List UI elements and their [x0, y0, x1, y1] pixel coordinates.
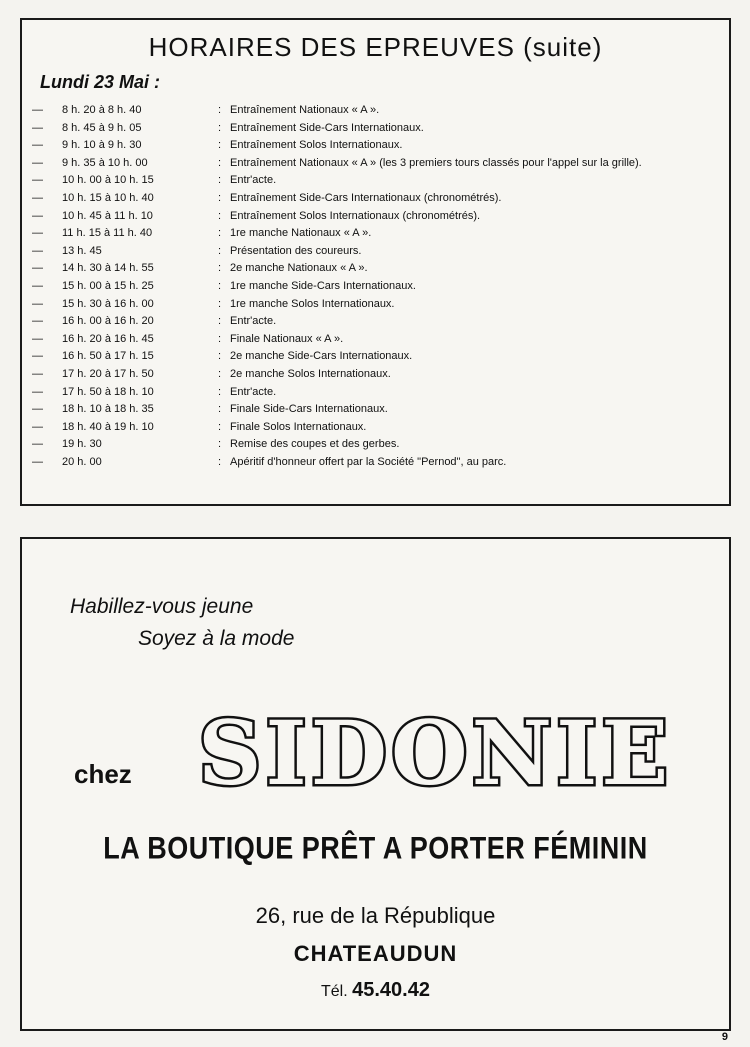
- schedule-row: [32, 386, 722, 404]
- row-description: 2e manche Side-Cars Internationaux.: [230, 350, 413, 363]
- row-description: Remise des coupes et des gerbes.: [230, 438, 400, 451]
- row-time: 9 h. 35 à 10 h. 00: [62, 156, 148, 169]
- schedule-row: [32, 280, 722, 298]
- row-colon: :: [218, 121, 222, 134]
- schedule-day: Lundi 23 Mai :: [40, 72, 161, 92]
- row-description: Entraînement Solos Internationaux (chronométrés).: [230, 209, 481, 222]
- row-time: 10 h. 45 à 11 h. 10: [62, 209, 153, 222]
- row-time: 20 h. 00: [62, 455, 102, 468]
- row-colon: :: [218, 332, 222, 345]
- row-dash: —: [32, 139, 43, 152]
- advertisement: [20, 537, 731, 1031]
- ad-city: CHATEAUDUN: [293, 941, 458, 966]
- row-colon: :: [218, 156, 222, 169]
- row-dash: —: [32, 385, 43, 398]
- row-dash: —: [32, 174, 43, 187]
- row-colon: :: [218, 367, 222, 380]
- row-colon: :: [218, 227, 222, 240]
- ad-phone-number: 45.40.42: [352, 979, 430, 1001]
- row-dash: —: [32, 332, 43, 345]
- ad-brand-name: SIDONIE: [198, 701, 673, 805]
- row-dash: —: [32, 121, 43, 134]
- schedule-row: [32, 456, 722, 474]
- row-colon: :: [218, 438, 222, 451]
- schedule-row: [32, 210, 722, 228]
- row-description: Finale Side-Cars Internationaux.: [230, 403, 388, 416]
- row-dash: —: [32, 227, 43, 240]
- row-time: 13 h. 45: [62, 244, 102, 257]
- schedule-row: [32, 192, 722, 210]
- row-time: 15 h. 30 à 16 h. 00: [62, 297, 154, 310]
- row-dash: —: [32, 191, 43, 204]
- row-description: Entraînement Side-Cars Internationaux.: [230, 121, 424, 134]
- row-colon: :: [218, 403, 222, 416]
- row-description: 1re manche Side-Cars Internationaux.: [230, 279, 416, 292]
- ad-slogan-line-2: Soyez à la mode: [138, 627, 295, 650]
- row-time: 19 h. 30: [62, 438, 102, 451]
- row-time: 16 h. 50 à 17 h. 15: [62, 350, 154, 363]
- row-description: Finale Nationaux « A ».: [230, 332, 344, 345]
- row-dash: —: [32, 315, 43, 328]
- row-time: 10 h. 15 à 10 h. 40: [62, 191, 154, 204]
- row-description: Entr'acte.: [230, 174, 277, 187]
- row-time: 17 h. 50 à 18 h. 10: [62, 385, 154, 398]
- schedule-row: [32, 174, 722, 192]
- row-description: Entraînement Nationaux « A ».: [230, 104, 380, 116]
- row-colon: :: [218, 279, 222, 292]
- row-dash: —: [32, 209, 43, 222]
- row-dash: —: [32, 367, 43, 380]
- row-dash: —: [32, 104, 43, 116]
- row-colon: :: [218, 315, 222, 328]
- schedule-row: [32, 139, 722, 157]
- row-description: 1re manche Solos Internationaux.: [230, 297, 395, 310]
- row-dash: —: [32, 244, 43, 257]
- row-description: Entraînement Solos Internationaux.: [230, 139, 403, 152]
- row-time: 17 h. 20 à 17 h. 50: [62, 367, 154, 380]
- row-description: Entr'acte.: [230, 315, 277, 328]
- ad-chez: chez: [74, 759, 132, 789]
- page-number: 9: [721, 1031, 728, 1043]
- ad-address: 26, rue de la République: [255, 903, 496, 928]
- row-description: Entraînement Nationaux « A » (les 3 premiers tours classés pour l'appel sur la grille).: [230, 156, 642, 169]
- row-time: 14 h. 30 à 14 h. 55: [62, 262, 154, 275]
- row-time: 9 h. 10 à 9 h. 30: [62, 139, 142, 152]
- row-colon: :: [218, 455, 222, 468]
- row-dash: —: [32, 297, 43, 310]
- ad-tagline: LA BOUTIQUE PRÊT A PORTER FÉMININ: [103, 830, 648, 866]
- row-colon: :: [218, 350, 222, 363]
- row-dash: —: [32, 262, 43, 275]
- schedule-row: [32, 262, 722, 280]
- row-colon: :: [218, 139, 222, 152]
- schedule-row: [32, 315, 722, 333]
- schedule-box: [20, 18, 731, 506]
- schedule-row: [32, 227, 722, 245]
- row-colon: :: [218, 262, 222, 275]
- row-description: Entr'acte.: [230, 385, 277, 398]
- row-description: Présentation des coureurs.: [230, 244, 362, 257]
- row-colon: :: [218, 297, 222, 310]
- row-time: 10 h. 00 à 10 h. 15: [62, 174, 154, 187]
- row-colon: :: [218, 174, 222, 187]
- row-colon: :: [218, 420, 222, 433]
- row-dash: —: [32, 455, 43, 468]
- row-description: 2e manche Solos Internationaux.: [230, 367, 391, 380]
- row-description: Apéritif d'honneur offert par la Société "Pernod", au parc.: [230, 455, 507, 468]
- schedule-row: [32, 333, 722, 351]
- schedule-row: [32, 157, 722, 175]
- schedule-row: [32, 438, 722, 456]
- row-time: 18 h. 10 à 18 h. 35: [62, 403, 154, 416]
- schedule-row: [32, 368, 722, 386]
- row-colon: :: [218, 209, 222, 222]
- ad-slogan-line-1: Habillez-vous jeune: [70, 595, 254, 618]
- row-description: 1re manche Nationaux « A ».: [230, 227, 372, 240]
- schedule-row: [32, 350, 722, 368]
- schedule-row: [32, 298, 722, 316]
- row-dash: —: [32, 156, 43, 169]
- schedule-row: [32, 403, 722, 421]
- row-colon: :: [218, 191, 222, 204]
- schedule-row: [32, 245, 722, 263]
- row-dash: —: [32, 438, 43, 451]
- row-dash: —: [32, 420, 43, 433]
- row-time: 8 h. 20 à 8 h. 40: [62, 104, 142, 116]
- row-time: 15 h. 00 à 15 h. 25: [62, 279, 154, 292]
- row-colon: :: [218, 385, 222, 398]
- row-description: Entraînement Side-Cars Internationaux (chronométrés).: [230, 191, 502, 204]
- row-time: 11 h. 15 à 11 h. 40: [62, 227, 153, 240]
- ad-phone: [22, 979, 729, 1002]
- schedule-rows: [32, 104, 722, 473]
- row-dash: —: [32, 350, 43, 363]
- row-description: 2e manche Nationaux « A ».: [230, 262, 368, 275]
- schedule-row: [32, 104, 722, 122]
- row-colon: :: [218, 244, 222, 257]
- row-time: 8 h. 45 à 9 h. 05: [62, 121, 142, 134]
- schedule-row: [32, 421, 722, 439]
- row-colon: :: [218, 104, 222, 116]
- row-time: 18 h. 40 à 19 h. 10: [62, 420, 154, 433]
- schedule-title: HORAIRES DES EPREUVES (suite): [148, 32, 603, 62]
- row-time: 16 h. 00 à 16 h. 20: [62, 315, 154, 328]
- row-description: Finale Solos Internationaux.: [230, 420, 367, 433]
- schedule-row: [32, 122, 722, 140]
- row-dash: —: [32, 403, 43, 416]
- row-time: 16 h. 20 à 16 h. 45: [62, 332, 154, 345]
- ad-phone-label: Tél.: [321, 983, 348, 1000]
- row-dash: —: [32, 279, 43, 292]
